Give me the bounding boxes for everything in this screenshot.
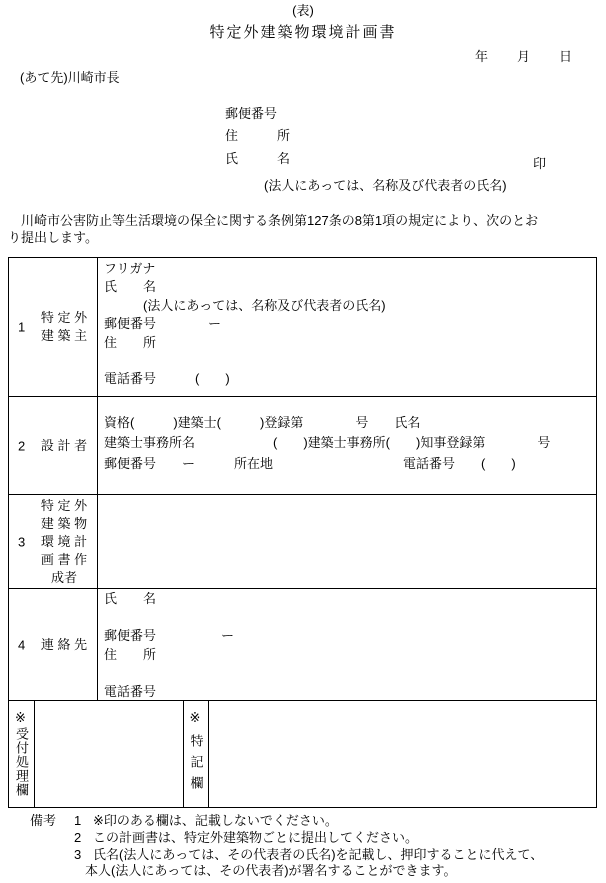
- row2-content-cell: [98, 397, 596, 494]
- row2-label-line1: 設 計 者: [40, 437, 88, 453]
- owner-postal-label: 郵便番号 ー: [104, 316, 222, 332]
- contact-postal-label: 郵便番号 ー: [104, 628, 235, 644]
- row4-label-line1: 連 絡 先: [40, 636, 88, 652]
- row4-content-cell: [98, 589, 596, 700]
- row2-number: 2: [18, 438, 26, 453]
- intro-paragraph: [8, 212, 603, 246]
- contact-address-label: 住 所: [104, 646, 157, 662]
- row3-label-line2: 建 築 物: [40, 515, 88, 531]
- row3-label-line3: 環 境 計: [40, 533, 88, 549]
- corporate-name-note: (法人にあっては、名称及び代表者の氏名): [264, 178, 507, 193]
- row4-header-cell: [9, 589, 98, 700]
- remarks-label: 備考: [30, 813, 57, 828]
- row3-label-line5: 成者: [50, 569, 77, 585]
- row1-label-line2: 建 築 主: [40, 328, 88, 343]
- row1-content-cell: [98, 258, 596, 396]
- special-notes-label-cell: [184, 701, 209, 807]
- remark-1-number: 1: [74, 813, 82, 828]
- addressee-line: (あて先)川崎市長: [20, 70, 120, 85]
- form-title: 特定外建築物環境計画書: [209, 24, 397, 41]
- application-table: [8, 257, 597, 808]
- contact-blank-line-1: [104, 611, 596, 630]
- special-notes-entry-cell: [209, 701, 596, 807]
- row2-label: [31, 437, 97, 455]
- row-building-owner: [9, 258, 596, 396]
- special-notes-label: ※特記欄: [188, 711, 204, 797]
- remark-3-spacer: [30, 847, 74, 864]
- row1-header-cell: [9, 258, 98, 396]
- reception-label: ※受付処理欄: [14, 711, 29, 797]
- designer-qualification-line: 資格( )建築士( )登録第 号 氏名: [104, 415, 421, 430]
- remark-1-text: ※印のある欄は、記載しないでください。: [93, 813, 338, 828]
- row1-label-line1: 特 定 外: [40, 310, 88, 325]
- owner-corp-note: (法人にあっては、名称及び代表者の氏名): [104, 297, 386, 313]
- row3-label-line4: 画 書 作: [40, 551, 88, 567]
- contact-name-label: 氏 名: [104, 591, 157, 606]
- remark-3-text: 氏名(法人にあっては、その代表者の氏名)を記載し、押印することに代えて、: [93, 846, 544, 862]
- remarks-section: [30, 813, 602, 880]
- intro-line-2: り提出します。: [8, 230, 98, 245]
- row3-label: [31, 497, 97, 587]
- remark-line-2: [30, 830, 602, 847]
- row-plan-preparer: [9, 494, 596, 588]
- furigana-label: フリガナ: [104, 261, 156, 276]
- contact-blank-line-2: [104, 666, 596, 685]
- intro-line-1: 川崎市公害防止等生活環境の保全に関する条例第127条の8第1項の規定により、次のとお: [8, 213, 539, 228]
- remark-2-spacer: [30, 830, 74, 847]
- date-line: 年 月 日: [475, 49, 574, 64]
- owner-name-label: 氏 名: [104, 279, 157, 295]
- row-contact: [9, 588, 596, 700]
- designer-contact-line: 郵便番号 ー 所在地 電話番号 ( ): [104, 455, 516, 471]
- remark-2-number: 2: [74, 829, 82, 845]
- owner-address-label: 住 所: [104, 334, 157, 350]
- remark-3-number: 3: [74, 846, 82, 862]
- row4-number: 4: [18, 637, 26, 652]
- page-side-label: (表): [292, 3, 314, 18]
- applicant-postal-label: 郵便番号: [225, 106, 278, 121]
- row-office-use: [9, 700, 596, 807]
- seal-mark: 印: [533, 156, 547, 171]
- remark-line-4: [30, 863, 602, 880]
- row2-header-cell: [9, 397, 98, 494]
- row3-label-line1: 特 定 外: [40, 497, 88, 513]
- row3-header-cell: [9, 495, 98, 588]
- applicant-address-label: 住 所: [225, 128, 291, 143]
- reception-entry-cell: [35, 701, 184, 807]
- row1-number: 1: [18, 319, 26, 335]
- remark-line-1: [30, 813, 602, 830]
- row-designer: [9, 396, 596, 494]
- remark-line-3: [30, 847, 602, 864]
- row3-number: 3: [18, 534, 26, 549]
- row1-label: [31, 309, 97, 345]
- row4-label: [31, 636, 97, 654]
- owner-phone-label: 電話番号 ( ): [104, 371, 230, 387]
- contact-phone-label: 電話番号: [104, 683, 157, 699]
- remark-4-text: 本人(法人にあっては、その代表者)が署名することができます。: [85, 863, 457, 879]
- reception-label-cell: [9, 701, 35, 807]
- applicant-name-label: 氏 名: [225, 151, 291, 166]
- designer-office-line: 建築士事務所名 ( )建築士事務所( )知事登録第 号: [104, 435, 551, 451]
- owner-blank-line: [104, 354, 596, 372]
- remark-2-text: この計画書は、特定外建築物ごとに提出してください。: [93, 829, 419, 845]
- row3-content-cell: [98, 495, 596, 588]
